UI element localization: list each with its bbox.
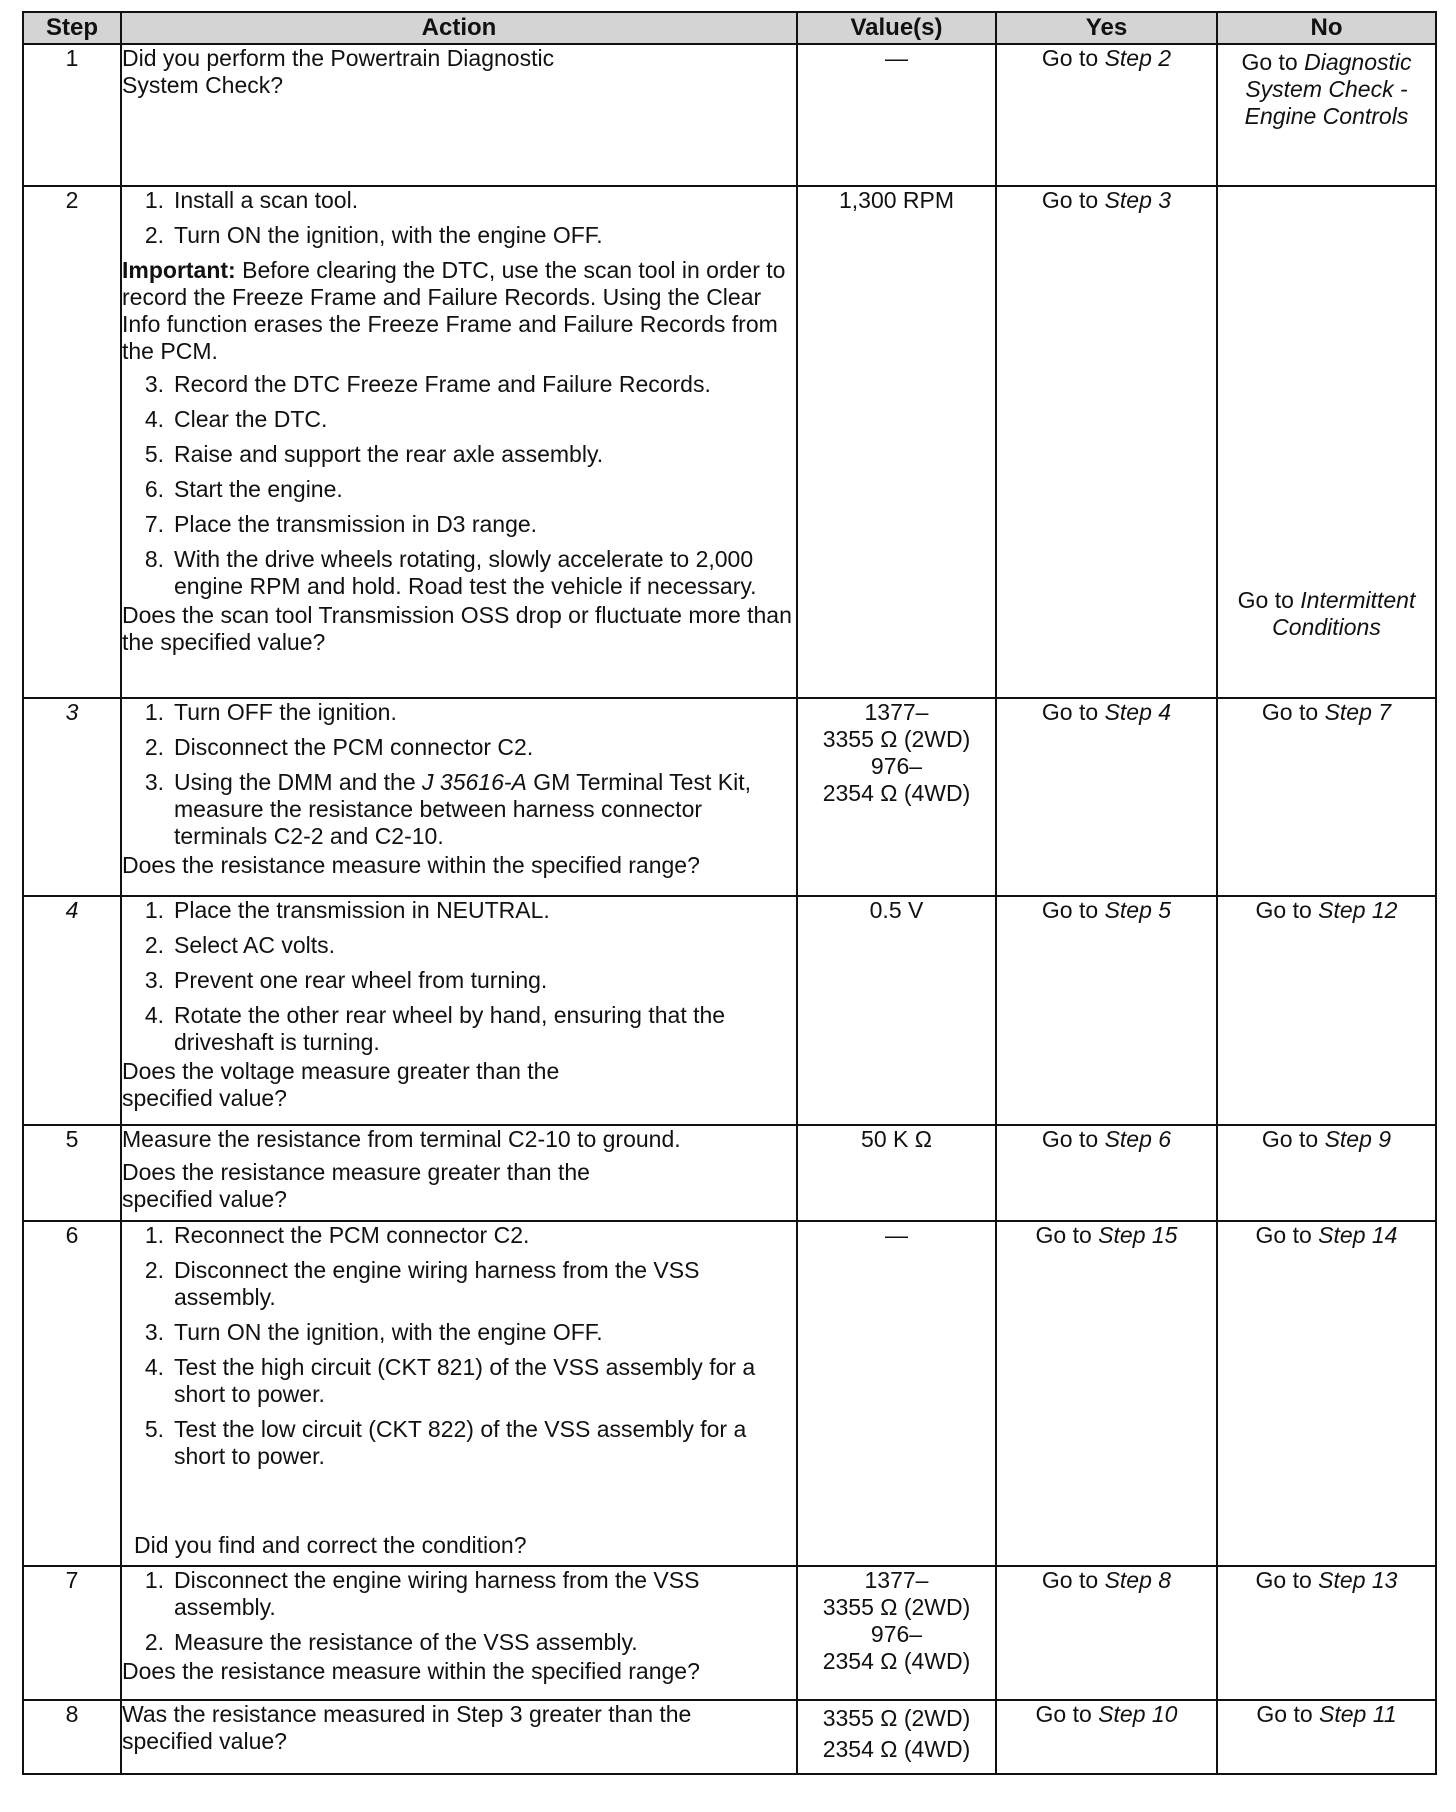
action-question: Does the resistance measure within the specified range? [122,852,700,878]
important-label: Important: [122,257,236,283]
no-link[interactable]: Step 9 [1324,1126,1392,1152]
step-text: Place the transmission in NEUTRAL. [174,897,550,923]
action-question: Does the resistance measure greater than the specified value? [122,1159,590,1212]
action-step [122,476,796,503]
step-index: 2. [144,932,164,958]
yes-cell[interactable] [996,896,1217,1125]
yes-link[interactable]: Step 4 [1104,699,1172,725]
yes-link[interactable]: Step 8 [1104,1567,1172,1593]
action-question: Did you perform the Powertrain Diagnostic System Check? [122,45,555,98]
no-cell[interactable] [1217,44,1436,186]
table-row [23,1566,1436,1700]
header-row [23,12,1436,44]
step-text: Disconnect the PCM connector C2. [174,734,534,760]
step-number: 5 [23,1125,121,1221]
yes-link[interactable]: Step 15 [1098,1222,1178,1248]
no-cell[interactable] [1217,698,1436,896]
no-cell[interactable] [1217,1221,1436,1566]
step-text: With the drive wheels rotating, slowly accelerate to 2,000 engine RPM and hold. Road test the vehicle if necessary. [174,546,757,599]
step-index: 3. [144,371,164,397]
step-text: Rotate the other rear wheel by hand, ensuring that the driveshaft is turning. [174,1002,726,1055]
step-text: Raise and support the rear axle assembly. [174,441,604,467]
no-cell[interactable] [1217,1566,1436,1700]
action-cell [121,698,797,896]
no-link[interactable]: Step 11 [1319,1701,1397,1727]
no-link[interactable]: Diagnostic System Check - Engine Controls [1244,49,1412,129]
step-text: Install a scan tool. [174,187,359,213]
table-row [23,1700,1436,1774]
yes-prefix: Go to [1041,1567,1105,1593]
step-number: 4 [23,896,121,1125]
yes-link[interactable]: Step 3 [1104,187,1172,213]
action-step [122,769,796,850]
step-index: 1. [144,699,164,725]
action-step [122,699,796,726]
action-steps [122,897,796,1056]
step-number: 7 [23,1566,121,1700]
no-prefix: Go to [1241,49,1305,75]
step-number: 2 [23,186,121,698]
yes-prefix: Go to [1041,897,1105,923]
action-step [122,1257,796,1311]
tool-number: J 35616-A [422,769,527,795]
important-text: Before clearing the DTC, use the scan tool in order to record the Freeze Frame and Failure Records. Using the Clear Info function erases the Freeze Frame and Failure Records from the PCM. [122,257,786,364]
step-text: GM Terminal Test Kit, measure the resistance between harness connector terminals C2-2 and C2-10. [174,769,751,849]
step-text: Measure the resistance of the VSS assembly. [174,1629,638,1655]
step-text: Test the high circuit (CKT 821) of the VSS assembly for a short to power. [174,1354,756,1407]
no-prefix: Go to [1255,1567,1319,1593]
no-link[interactable]: Step 13 [1318,1567,1398,1593]
step-index: 2. [144,734,164,760]
step-text: Clear the DTC. [174,406,328,432]
yes-cell[interactable] [996,1566,1217,1700]
step-text: Using the DMM and the [174,769,423,795]
step-text: Record the DTC Freeze Frame and Failure Records. [174,371,711,397]
step-text: Reconnect the PCM connector C2. [174,1222,530,1248]
step-text: Test the low circuit (CKT 822) of the VSS assembly for a short to power. [174,1416,747,1469]
action-line: Measure the resistance from terminal C2-10 to ground. [122,1126,681,1152]
no-prefix: Go to [1237,587,1301,613]
step-number: 8 [23,1700,121,1774]
value-line: 1377– [864,1567,929,1593]
value-line: 1377– [864,699,929,725]
value-cell: — [797,1221,996,1566]
value-line: 2354 Ω (4WD) [822,780,971,806]
table-row [23,186,1436,698]
yes-cell[interactable] [996,1700,1217,1774]
no-link[interactable]: Intermittent Conditions [1272,587,1416,640]
yes-cell[interactable] [996,44,1217,186]
yes-prefix: Go to [1041,699,1105,725]
step-number: 1 [23,44,121,186]
no-prefix: Go to [1255,1222,1319,1248]
header-no: No [1217,12,1436,44]
action-question: Does the resistance measure within the specified range? [122,1658,700,1684]
yes-prefix: Go to [1035,1701,1099,1727]
step-text: Disconnect the engine wiring harness from the VSS assembly. [174,1257,700,1310]
step-text: Turn ON the ignition, with the engine OFF. [174,222,603,248]
action-cell [121,1221,797,1566]
no-prefix: Go to [1255,897,1319,923]
step-index: 2. [144,1257,164,1283]
header-action: Action [121,12,797,44]
step-text: Turn OFF the ignition. [174,699,397,725]
action-cell [121,896,797,1125]
step-number: 6 [23,1221,121,1566]
no-prefix: Go to [1261,1126,1325,1152]
header-yes: Yes [996,12,1217,44]
value-line: 2354 Ω (4WD) [822,1736,971,1762]
action-step [122,371,796,398]
value-cell [797,698,996,896]
action-step [122,222,796,249]
action-cell [121,1566,797,1700]
step-text: Select AC volts. [174,932,336,958]
no-link[interactable]: Step 14 [1318,1222,1398,1248]
action-step [122,897,796,924]
step-index: 4. [144,1002,164,1028]
step-index: 2. [144,222,164,248]
step-text: Turn ON the ignition, with the engine OFF. [174,1319,603,1345]
diagnostic-table [22,11,1437,1775]
no-prefix: Go to [1256,1701,1320,1727]
step-text: Disconnect the engine wiring harness from the VSS assembly. [174,1567,700,1620]
action-step [122,1222,796,1249]
yes-cell[interactable] [996,186,1217,698]
action-steps [122,1222,796,1470]
action-step [122,406,796,433]
yes-prefix: Go to [1041,45,1105,71]
value-cell: — [797,44,996,186]
value-cell [797,1566,996,1700]
yes-prefix: Go to [1041,1126,1105,1152]
action-step [122,187,796,214]
action-steps [122,187,796,249]
important-note [122,257,796,365]
step-index: 8. [144,546,164,572]
action-question: Does the voltage measure greater than the specified value? [122,1058,560,1111]
step-index: 1. [144,1567,164,1593]
action-steps [122,371,796,600]
yes-link[interactable]: Step 2 [1104,45,1172,71]
step-index: 1. [144,897,164,923]
action-step [122,1629,796,1656]
value-cell: 1,300 RPM [797,186,996,698]
header-values: Value(s) [797,12,996,44]
table-row [23,698,1436,896]
value-line: 976– [870,1621,923,1647]
yes-cell[interactable] [996,1125,1217,1221]
value-cell: 0.5 V [797,896,996,1125]
action-step [122,932,796,959]
action-step [122,1354,796,1408]
yes-cell[interactable] [996,1221,1217,1566]
action-step [122,1002,796,1056]
step-index: 5. [144,1416,164,1442]
value-line: 2354 Ω (4WD) [822,1648,971,1674]
value-line: 976– [870,753,923,779]
no-cell[interactable] [1217,1700,1436,1774]
step-text: Start the engine. [174,476,343,502]
step-number: 3 [23,698,121,896]
action-cell [121,1125,797,1221]
action-step [122,441,796,468]
action-cell [121,44,797,186]
action-step [122,1319,796,1346]
yes-link[interactable]: Step 6 [1104,1126,1172,1152]
step-index: 5. [144,441,164,467]
yes-cell[interactable] [996,698,1217,896]
action-cell [121,1700,797,1774]
step-index: 4. [144,1354,164,1380]
table-row [23,44,1436,186]
step-index: 3. [144,967,164,993]
step-index: 2. [144,1629,164,1655]
value-cell: 50 K Ω [797,1125,996,1221]
step-index: 3. [144,769,164,795]
step-index: 3. [144,1319,164,1345]
action-step [122,546,796,600]
action-question: Does the scan tool Transmission OSS drop or fluctuate more than the specified value? [122,602,792,655]
no-cell[interactable] [1217,896,1436,1125]
action-steps [122,1567,796,1656]
yes-prefix: Go to [1041,187,1105,213]
action-step [122,967,796,994]
value-cell [797,1700,996,1774]
no-cell[interactable] [1217,186,1436,698]
step-text: Prevent one rear wheel from turning. [174,967,548,993]
no-link[interactable]: Step 7 [1324,699,1392,725]
no-link[interactable]: Step 12 [1318,897,1398,923]
action-question: Was the resistance measured in Step 3 greater than the specified value? [122,1701,692,1754]
value-line: 3355 Ω (2WD) [822,726,971,752]
table-row [23,1221,1436,1566]
value-line: 3355 Ω (2WD) [822,1594,971,1620]
step-index: 7. [144,511,164,537]
action-question: Did you find and correct the condition? [134,1532,527,1558]
step-index: 1. [144,187,164,213]
step-index: 4. [144,406,164,432]
table-row [23,1125,1436,1221]
yes-link[interactable]: Step 10 [1098,1701,1178,1727]
action-step [122,1567,796,1621]
action-cell [121,186,797,698]
action-step [122,511,796,538]
action-step [122,734,796,761]
value-line: 3355 Ω (2WD) [822,1705,971,1731]
step-index: 6. [144,476,164,502]
action-step [122,1416,796,1470]
header-step: Step [23,12,121,44]
yes-link[interactable]: Step 5 [1104,897,1172,923]
table-row [23,896,1436,1125]
action-steps [122,699,796,850]
no-prefix: Go to [1261,699,1325,725]
step-text: Place the transmission in D3 range. [174,511,538,537]
yes-prefix: Go to [1035,1222,1099,1248]
step-index: 1. [144,1222,164,1248]
no-cell[interactable] [1217,1125,1436,1221]
